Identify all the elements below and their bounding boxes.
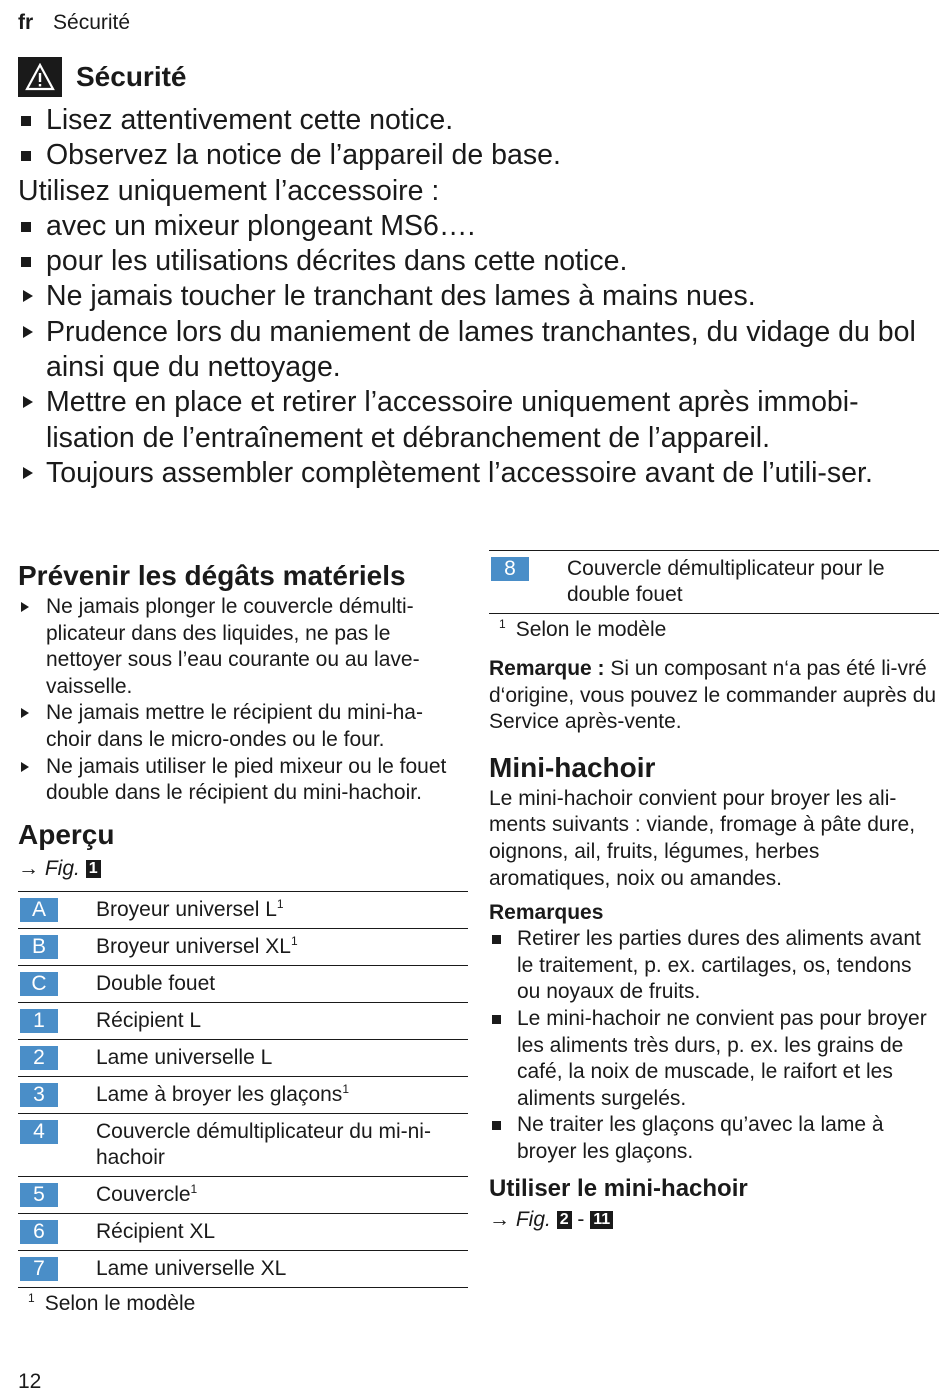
part-key-badge: 1	[20, 1009, 58, 1033]
part-label: Broyeur universel L	[96, 897, 277, 921]
mini-hachoir-title: Mini-hachoir	[489, 751, 656, 783]
safety-list	[18, 103, 933, 491]
header-section: Sécurité	[53, 11, 131, 34]
footnote-text: Selon le modèle	[44, 1291, 196, 1315]
part-footnote-mark: 1	[342, 1081, 349, 1096]
part-label: Lame universelle XL	[96, 1256, 287, 1280]
damage-list	[18, 594, 468, 807]
part-label-cell	[96, 1250, 468, 1287]
part-label-cell	[96, 1213, 468, 1250]
part-footnote-mark: 1	[290, 933, 298, 948]
right-column	[489, 550, 939, 1242]
remark-label: Remarque :	[489, 657, 605, 680]
remark-item: Le mini-hachoir ne convient pas pour broyer les aliments très durs, p. ex. les grains de café, la noix de muscade, le raifort et les aliments surgelés.	[489, 1006, 939, 1112]
footnote-mark: 1	[499, 617, 506, 631]
fig-separator: -	[571, 1207, 591, 1231]
part-key-cell	[18, 1039, 96, 1076]
remarks-title: Remarques	[489, 901, 604, 925]
safety-item: Ne jamais toucher le tranchant des lames à mains nues.	[18, 279, 933, 314]
fig-to-badge: 11	[590, 1211, 613, 1229]
part-key-cell	[18, 1002, 96, 1039]
part-row	[18, 1076, 468, 1113]
part-label-cell	[96, 1176, 468, 1213]
part-label: Couvercle démultiplicateur pour le double fouet	[567, 557, 885, 606]
safety-item: Observez la notice de l’appareil de base.	[18, 138, 933, 173]
part-label: Couvercle	[96, 1182, 191, 1206]
part-key-cell	[18, 1213, 96, 1250]
part-footnote-mark: 1	[190, 1181, 198, 1196]
parts-table	[18, 891, 468, 1288]
remark-item: Ne traiter les glaçons qu’avec la lame à broyer les glaçons.	[489, 1112, 939, 1165]
part-row	[18, 928, 468, 965]
part-key-cell	[18, 1113, 96, 1176]
part-key-cell	[18, 928, 96, 965]
part-key-badge: 8	[491, 557, 529, 581]
language-code: fr	[18, 11, 34, 34]
part-label-cell	[96, 1002, 468, 1039]
part-row	[18, 1213, 468, 1250]
safety-item: Utilisez uniquement l’accessoire :	[18, 174, 440, 207]
part-footnote-mark: 1	[276, 896, 284, 911]
footnote	[18, 1290, 468, 1318]
part-label: Double fouet	[96, 971, 216, 995]
part-label: Lame universelle L	[96, 1045, 273, 1069]
damage-title: Prévenir les dégâts matériels	[18, 560, 406, 591]
part-label: Broyeur universel XL	[96, 934, 291, 958]
safety-title: Sécurité	[76, 61, 187, 92]
part-row	[489, 551, 939, 614]
part-label-cell	[96, 1076, 468, 1113]
left-column	[18, 558, 468, 1318]
safety-heading	[18, 55, 933, 99]
fig-prefix: → Fig.	[489, 1207, 551, 1231]
part-label-cell	[96, 928, 468, 965]
part-label-cell	[96, 1039, 468, 1076]
part-row	[18, 1002, 468, 1039]
part-key-cell	[18, 1176, 96, 1213]
part-key-badge: 3	[20, 1083, 58, 1107]
part-key-badge: B	[20, 935, 58, 959]
part-label: Couvercle démultiplicateur du mi-ni-hachoir	[96, 1119, 431, 1169]
footnote-right	[489, 616, 939, 644]
part-key-badge: 4	[20, 1120, 58, 1144]
part-label: Lame à broyer les glaçons	[96, 1082, 343, 1106]
remarks-list	[489, 926, 939, 1165]
part-key-cell	[18, 965, 96, 1002]
safety-item: Lisez attentivement cette notice.	[18, 103, 933, 138]
damage-item: Ne jamais utiliser le pied mixeur ou le fouet double dans le récipient du mini-hachoir.	[18, 754, 468, 807]
footnote-mark: 1	[28, 1290, 35, 1305]
safety-item: Prudence lors du maniement de lames tranchantes, du vidage du bol ainsi que du nettoyage.	[18, 315, 933, 386]
part-key-badge: 6	[20, 1220, 58, 1244]
part-row	[18, 1113, 468, 1176]
part-key-cell	[18, 891, 96, 928]
part-label-cell	[96, 1113, 468, 1176]
part-key-badge: 2	[20, 1046, 58, 1070]
mini-hachoir-text: Le mini-hachoir convient pour broyer les ali-ments suivants : viande, fromage à pâte dure, oignons, ail, fruits, légumes, herbes aromatiques, noix ou amandes.	[489, 786, 916, 890]
part-key-badge: 5	[20, 1183, 58, 1207]
page-number: 12	[18, 1370, 42, 1392]
safety-section	[18, 55, 933, 491]
safety-item: Mettre en place et retirer l’accessoire uniquement après immobi-lisation de l’entraînement et débranchement de l’appareil.	[18, 385, 933, 456]
use-figure-reference	[489, 1206, 939, 1234]
part-row	[18, 965, 468, 1002]
part-row	[18, 1039, 468, 1076]
use-title: Utiliser le mini-hachoir	[489, 1174, 748, 1202]
fig-from-badge: 2	[557, 1211, 572, 1229]
safety-item: pour les utilisations décrites dans cette notice.	[18, 244, 933, 279]
part-row	[18, 1176, 468, 1213]
page-header	[18, 10, 130, 36]
part-key-cell	[489, 551, 567, 614]
fig-number-badge: 1	[86, 860, 101, 878]
footnote-text: Selon le modèle	[515, 618, 667, 641]
part-label-cell	[567, 551, 939, 614]
apercu-title: Aperçu	[18, 818, 115, 850]
fig-prefix: → Fig.	[18, 856, 80, 880]
part-label-cell	[96, 891, 468, 928]
remark-item: Retirer les parties dures des aliments avant le traitement, p. ex. cartilages, os, tendons ou noyaux de fruits.	[489, 926, 939, 1006]
warning-icon	[18, 57, 62, 97]
remark-paragraph	[489, 656, 939, 736]
part-row	[18, 891, 468, 928]
damage-item: Ne jamais plonger le couvercle démulti-plicateur dans des liquides, ne pas le nettoyer sous l’eau courante ou au lave-vaisselle.	[18, 594, 468, 700]
figure-reference	[18, 855, 468, 883]
part-row	[18, 1250, 468, 1287]
safety-item: Toujours assembler complètement l’accessoire avant de l’utili-ser.	[18, 456, 933, 491]
part-label-cell	[96, 965, 468, 1002]
part-key-badge: C	[20, 972, 58, 996]
part-label: Récipient L	[96, 1008, 202, 1032]
parts-table-continued	[489, 550, 939, 614]
safety-item: avec un mixeur plongeant MS6….	[18, 209, 933, 244]
part-key-cell	[18, 1076, 96, 1113]
part-key-badge: 7	[20, 1257, 58, 1281]
part-key-badge: A	[20, 898, 58, 922]
part-key-cell	[18, 1250, 96, 1287]
damage-item: Ne jamais mettre le récipient du mini-ha-choir dans le micro-ondes ou le four.	[18, 700, 468, 753]
part-label: Récipient XL	[96, 1219, 216, 1243]
remark-text: Si un composant n‘a pas été li-vré d‘origine, vous pouvez le commander auprès du Service après-vente.	[489, 657, 937, 734]
